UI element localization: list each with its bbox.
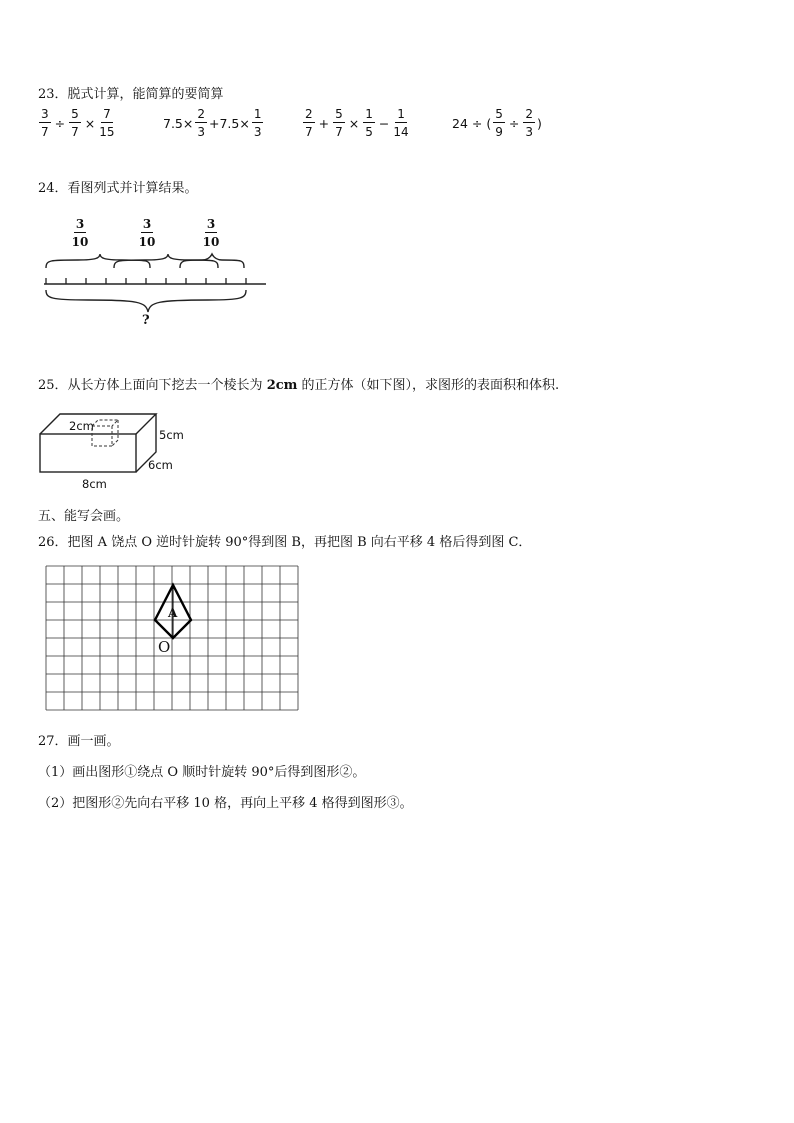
q25-title: 25．从长方体上面向下挖去一个棱长为 2cm 的正方体（如下图），求图形的表面积和体积. [38, 378, 560, 393]
cuboid-front-face [40, 434, 136, 472]
top-brace-2 [114, 254, 218, 268]
bottom-brace [46, 290, 246, 312]
fraction: $\frac{7}{15}$ [99, 107, 115, 139]
q23-title: 23．脱式计算，能简算的要简算 [38, 87, 224, 102]
q24-part-label-3: $\frac{3}{10}$ [202, 217, 220, 249]
fraction: $\frac{5}{7}$ [335, 107, 343, 139]
fraction: $\frac{1}{14}$ [393, 107, 409, 139]
fraction: $\frac{1}{3}$ [253, 107, 262, 139]
q24-part-label-1: $\frac{3}{10}$ [71, 217, 89, 249]
q24-number-line-diagram [38, 252, 278, 314]
fraction: $\frac{2}{3}$ [197, 107, 205, 139]
section-5-heading: 五、能写会画。 [38, 509, 130, 524]
fraction: $\frac{5}{9}$ [495, 107, 503, 139]
q23-expression-4: 24 ÷ ( $\frac{5}{9}$ ÷ $\frac{2}{3}$ ) [452, 107, 542, 139]
point-o-label: O [158, 638, 171, 656]
fraction: $\frac{5}{7}$ [71, 107, 79, 139]
q27-title: 27．画一画。 [38, 734, 120, 749]
height-label: 5cm [159, 428, 184, 442]
fraction: $\frac{2}{7}$ [305, 107, 313, 139]
tick-marks [46, 278, 246, 284]
q26-title: 26．把图 A 饶点 O 逆时针旋转 90°得到图 B，再把图 B 向右平移 4 格后得到图 C． [38, 535, 532, 550]
cuboid-top-face [40, 414, 156, 434]
q23-expression-2: 7.5× $\frac{2}{3}$ +7.5× $\frac{1}{3}$ [163, 107, 262, 139]
q23-expression-3: $\frac{2}{7}$ + $\frac{5}{7}$ × $\frac{1}{5}$ − $\frac{1}{14}$ [305, 107, 409, 139]
fraction: $\frac{2}{3}$ [525, 107, 533, 139]
fraction: $\frac{3}{7}$ [41, 107, 49, 139]
q24-question-mark: ? [142, 313, 150, 328]
q24-title: 24．看图列式并计算结果。 [38, 181, 198, 196]
q26-grid [45, 565, 301, 711]
q27-item-1: （1）画出图形①绕点 O 顺时针旋转 90°后得到图形②。 [38, 765, 366, 780]
length-label: 8cm [82, 477, 107, 491]
cut-cube-dashed [92, 420, 118, 446]
shape-a-label: A [168, 606, 178, 620]
q23-expression-1: $\frac{3}{7}$ ÷ $\frac{5}{7}$ × $\frac{7}{15}$ [41, 107, 115, 139]
top-brace-1 [46, 254, 150, 268]
q24-part-label-2: $\frac{3}{10}$ [138, 217, 156, 249]
cube-edge-label: 2cm [69, 419, 94, 433]
q27-item-2: （2）把图形②先向右平移 10 格，再向上平移 4 格得到图形③。 [38, 796, 413, 811]
fraction: $\frac{1}{5}$ [365, 107, 373, 139]
depth-label: 6cm [148, 458, 173, 472]
